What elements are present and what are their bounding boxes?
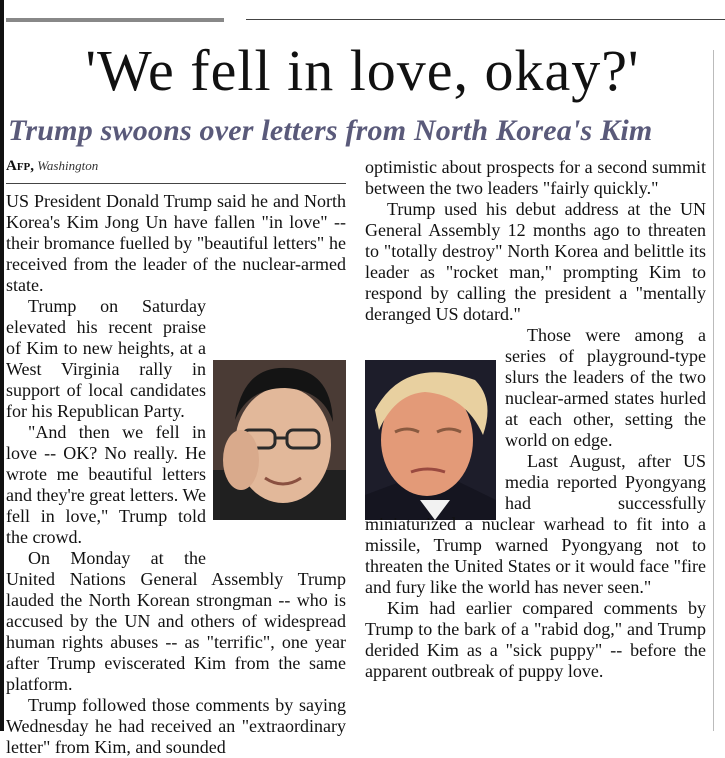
photo-wrap-spacer	[206, 380, 346, 552]
headline: 'We fell in love, okay?'	[85, 38, 640, 103]
top-rule	[6, 18, 224, 22]
top-rule-thin	[246, 19, 725, 20]
article-column-2	[365, 157, 706, 682]
article-paragraph: Last August, after US media reported Pyongyang had successfully miniaturized a nuclear warhead to fit into a missile, Trump warned Pyongyang not to threaten the United States or it would face "fire and fury like the world has never seen."	[365, 451, 706, 597]
article-paragraph: Trump on Saturday elevated his recent praise of Kim to new heights, at a West Virginia rally in support of local candidates for his Republican Party.	[6, 296, 206, 421]
byline	[6, 158, 98, 175]
article-paragraph: optimistic about prospects for a second summit between the two leaders "fairly quickly."	[365, 157, 706, 198]
byline-rule	[6, 183, 346, 184]
article-paragraph: "And then we fell in love -- OK? No really. He wrote me beautiful letters and they're great letters. We fell in love," Trump told the crowd.	[6, 422, 206, 547]
article-paragraph: Kim had earlier compared comments by Trump to the bark of a "rabid dog," and Trump derided Kim as a "sick puppy" -- before the apparent outbreak of puppy love.	[365, 598, 706, 681]
article-column-1	[6, 191, 346, 758]
subheadline: Trump swoons over letters from North Korea's Kim	[8, 114, 653, 147]
article-paragraph: On Monday at the United Nations General Assembly Trump lauded the North Korean strongman -- who is accused by the UN and others of widespread human rights abuses -- as "terrific", one year after Trump eviscerated Kim from the same platform.	[6, 548, 346, 694]
article-paragraph: Trump followed those comments by saying Wednesday he had received an "extraordinary letter" from Kim, and sounded	[6, 695, 346, 757]
article-paragraph: Those were among a series of playground-type slurs the leaders of the two nuclear-armed states hurled at each other, setting the world on edge.	[505, 325, 706, 450]
byline-agency: Afp,	[6, 158, 35, 174]
article-paragraph: Trump used his debut address at the UN General Assembly 12 months ago to threaten to "totally destroy" North Korea and belittle its leader as "rocket man," prompting Kim to respond by calling the president a "mentally deranged US dotard."	[365, 199, 706, 324]
photo-wrap-spacer	[365, 325, 505, 497]
column-rule	[713, 50, 714, 731]
page-left-border	[0, 0, 4, 731]
byline-dateline: Washington	[37, 158, 99, 173]
article-paragraph: US President Donald Trump said he and North Korea's Kim Jong Un have fallen "in love" -- their bromance fuelled by "beautiful letters" he received from the leader of the nuclear-armed state.	[6, 191, 346, 295]
